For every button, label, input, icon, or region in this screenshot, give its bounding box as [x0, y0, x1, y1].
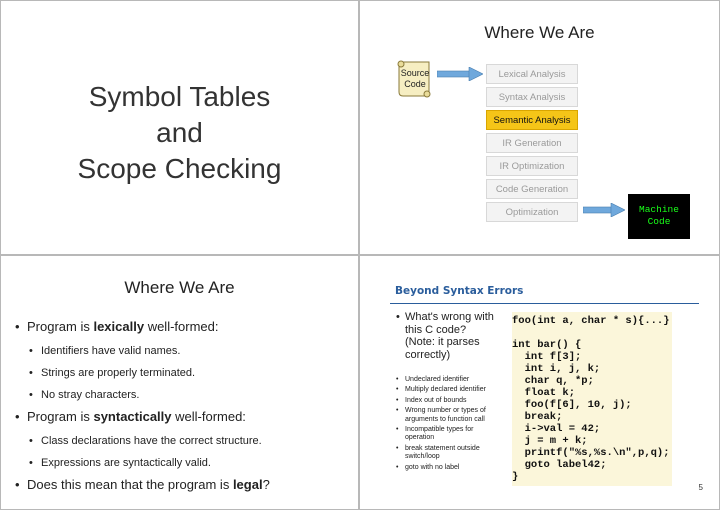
arrow-right-icon [437, 67, 483, 81]
error-text: • Incompatible types for [405, 426, 474, 434]
error-text: operation [405, 434, 435, 442]
deck-title [1, 79, 358, 187]
source-code-line: Code [404, 79, 426, 89]
bullet-text: Program is [27, 319, 94, 334]
error-item [405, 397, 517, 405]
code-block [512, 312, 672, 486]
bullet-text: ? [262, 477, 270, 492]
error-text: • Multiply declared identifier [405, 386, 486, 394]
code-line: int f[3]; [512, 351, 582, 363]
stage-ir-generation: IR Generation [486, 133, 578, 153]
error-item [405, 426, 517, 443]
bullet-emphasis: legal [232, 477, 263, 492]
slide-heading: Where We Are [484, 23, 595, 42]
sub-bullet-item: • Strings are properly terminated. [41, 367, 359, 379]
bullet-item [27, 409, 359, 424]
bullet-text: Does this mean that the program is [27, 477, 233, 492]
code-line: j = m + k; [512, 435, 588, 447]
heading-divider [390, 303, 699, 304]
error-text: arguments to function call [405, 415, 485, 423]
code-line: char q, *p; [512, 375, 594, 387]
stage-code-generation: Code Generation [486, 179, 578, 199]
bullet-item [27, 477, 359, 492]
title-line: Symbol Tables [88, 81, 271, 112]
slide-where-we-are-bullets [0, 255, 359, 510]
sub-bullet-item: • Class declarations have the correct structure. [41, 435, 359, 447]
slide-title [0, 0, 359, 255]
slide-beyond-syntax-errors [359, 255, 720, 510]
stage-syntax-analysis: Syntax Analysis [486, 87, 578, 107]
code-line: int bar() { [512, 339, 582, 351]
error-list [405, 376, 517, 474]
page-number: 5 [698, 483, 703, 492]
bullet-text: Program is [27, 409, 94, 424]
source-code-label [396, 68, 434, 90]
bullet-text: well-formed: [171, 409, 246, 424]
question-line: (Note: it parses [405, 336, 480, 348]
question-text [405, 311, 515, 361]
code-line: int i, j, k; [512, 363, 601, 375]
bullet-emphasis: lexically [93, 319, 145, 334]
stage-semantic-analysis: Semantic Analysis [486, 110, 578, 130]
bullet-item [27, 319, 359, 334]
machine-code-box [628, 194, 690, 239]
error-text: switch/loop [405, 453, 440, 461]
title-line: Scope Checking [77, 153, 282, 184]
error-item [405, 464, 517, 472]
error-text: • Undeclared identifier [405, 376, 470, 383]
slide-heading: Beyond Syntax Errors [395, 285, 524, 297]
error-item [405, 386, 517, 394]
machine-code-line: Code [647, 216, 671, 227]
slide-where-we-are-diagram [359, 0, 720, 255]
code-line: } [512, 471, 519, 483]
stage-lexical-analysis: Lexical Analysis [486, 64, 578, 84]
code-line: printf("%s,%s.\n",p,q); [512, 447, 670, 459]
bullet-emphasis: syntactically [93, 409, 172, 424]
sub-bullet-item: • Expressions are syntactically valid. [41, 457, 359, 469]
question-line: • What's wrong with [405, 311, 494, 323]
error-item [405, 376, 517, 384]
code-line: foo(int a, char * s){...} [512, 315, 670, 327]
machine-code-line: Machine [639, 204, 679, 215]
code-line: float k; [512, 387, 576, 399]
error-item [405, 407, 517, 424]
error-item [405, 445, 517, 462]
arrow-right-icon [583, 203, 625, 217]
bullet-text: well-formed: [144, 319, 219, 334]
question-line: correctly) [405, 348, 451, 361]
sub-bullet-item: • No stray characters. [41, 389, 359, 401]
error-text: • goto with no label [405, 463, 460, 471]
error-text: • Wrong number or types of [405, 407, 486, 415]
source-code-line: Source [400, 68, 430, 78]
code-line: break; [512, 411, 563, 423]
slide-heading: Where We Are [124, 278, 235, 297]
stage-ir-optimization: IR Optimization [486, 156, 578, 176]
error-text: • Index out of bounds [405, 396, 467, 404]
code-line: foo(f[6], 10, j); [512, 399, 632, 411]
error-text: • break statement outside [405, 444, 480, 452]
stage-optimization: Optimization [486, 202, 578, 222]
title-line: and [156, 117, 203, 148]
code-line: goto label42; [512, 459, 607, 471]
sub-bullet-item: • Identifiers have valid names. [41, 345, 359, 357]
code-line: i->val = 42; [512, 423, 601, 435]
question-line: this C code? [405, 323, 467, 336]
